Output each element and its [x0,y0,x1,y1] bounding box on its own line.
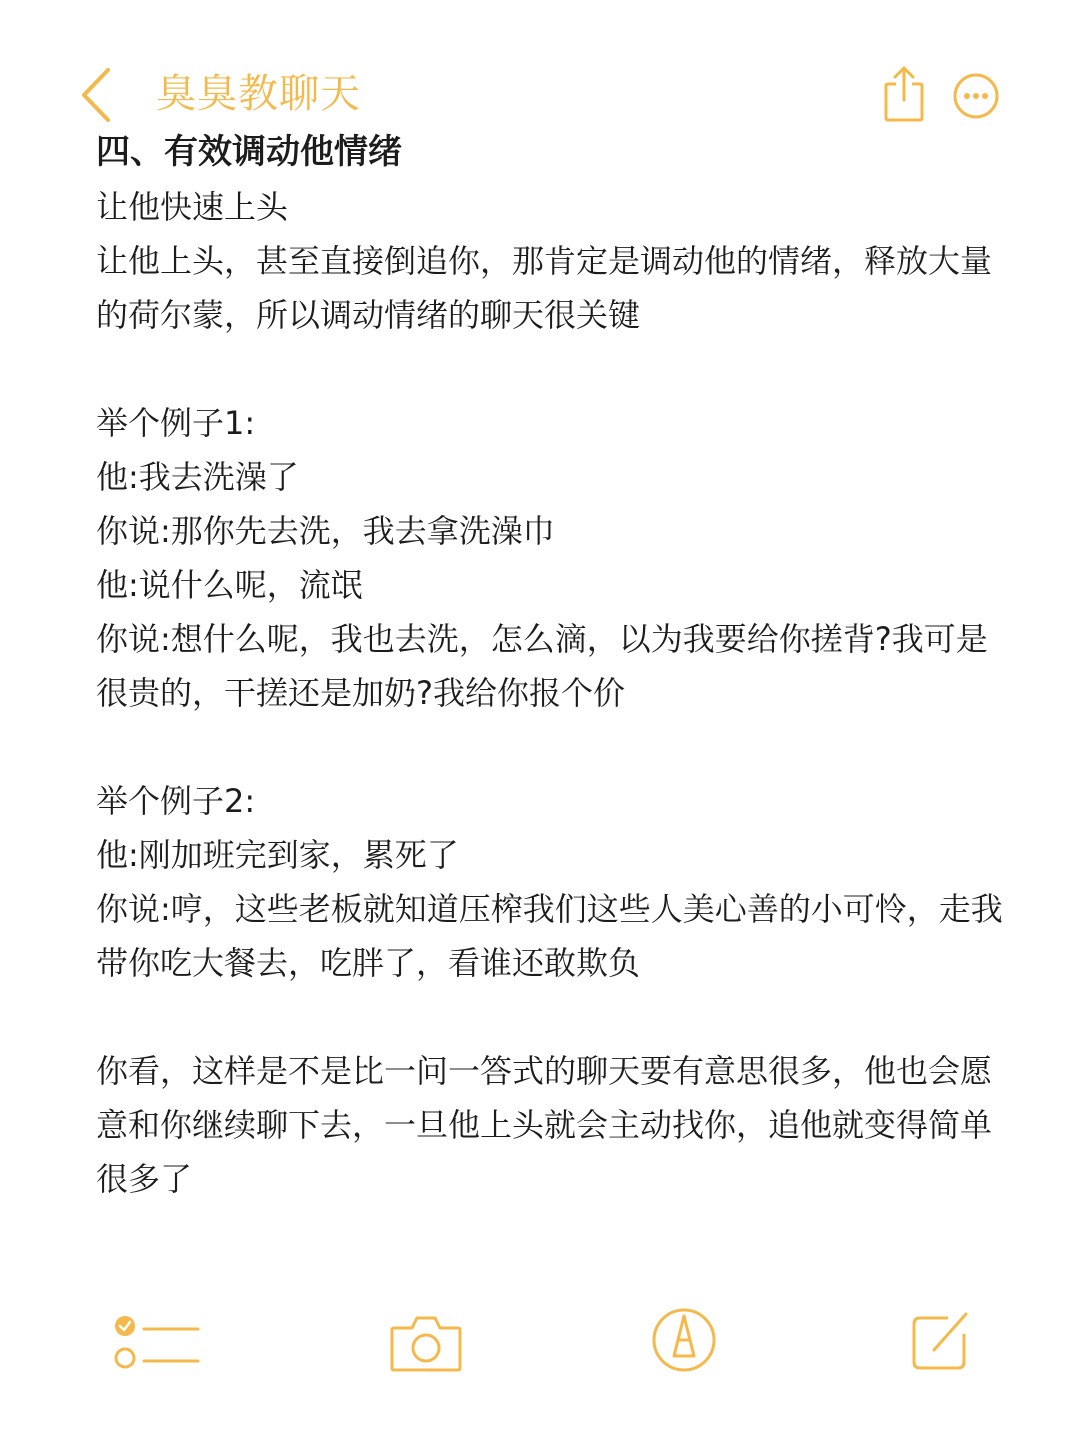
back-button[interactable] [72,62,132,128]
note-line: 举个例子1: [96,404,256,442]
note-line: 你说:想什么呢，我也去洗，怎么滴，以为我要给你搓背?我可是很贵的，干搓还是加奶?我给你报个价 [96,620,988,712]
note-line: 你说:哼，这些老板就知道压榨我们这些人美心善的小可怜，走我带你吃大餐去，吃胖了，看谁还敢欺负 [96,890,1003,982]
more-icon [952,72,1000,120]
note-line: 他:说什么呢，流氓 [96,566,363,604]
section-heading: 四、有效调动他情绪 [96,132,402,172]
note-line: 他:我去洗澡了 [96,458,299,496]
chevron-left-icon [72,62,132,128]
share-icon [880,64,928,124]
note-line: 让他上头，甚至直接倒追你，那肯定是调动他的情绪，释放大量的荷尔蒙，所以调动情绪的聊天很关键 [96,242,993,334]
note-line: 让他快速上头 [96,188,289,226]
navigation-bar [0,0,1080,130]
more-button[interactable] [952,72,1000,120]
blank-line [96,342,1016,396]
markup-button[interactable] [650,1306,718,1374]
compose-button[interactable] [908,1308,974,1374]
note-line: 举个例子2: [96,782,256,820]
camera-icon [388,1312,464,1374]
checklist-button[interactable] [110,1310,202,1374]
compose-icon [908,1308,974,1374]
blank-line [96,990,1016,1044]
camera-button[interactable] [388,1312,464,1374]
note-body[interactable] [96,124,1016,1206]
note-line: 你看，这样是不是比一问一答式的聊天要有意思很多，他也会愿意和你继续聊下去，一旦他上头就会主动找你，追他就变得简单很多了 [96,1052,993,1198]
note-line: 你说:那你先去洗，我去拿洗澡巾 [96,512,555,550]
pen-markup-icon [650,1306,718,1374]
checklist-icon [110,1310,202,1374]
bottom-toolbar [0,1300,1080,1390]
blank-line [96,720,1016,774]
note-title: 臭臭教聊天 [156,71,361,117]
note-line: 他:刚加班完到家，累死了 [96,836,459,874]
share-button[interactable] [880,64,928,124]
